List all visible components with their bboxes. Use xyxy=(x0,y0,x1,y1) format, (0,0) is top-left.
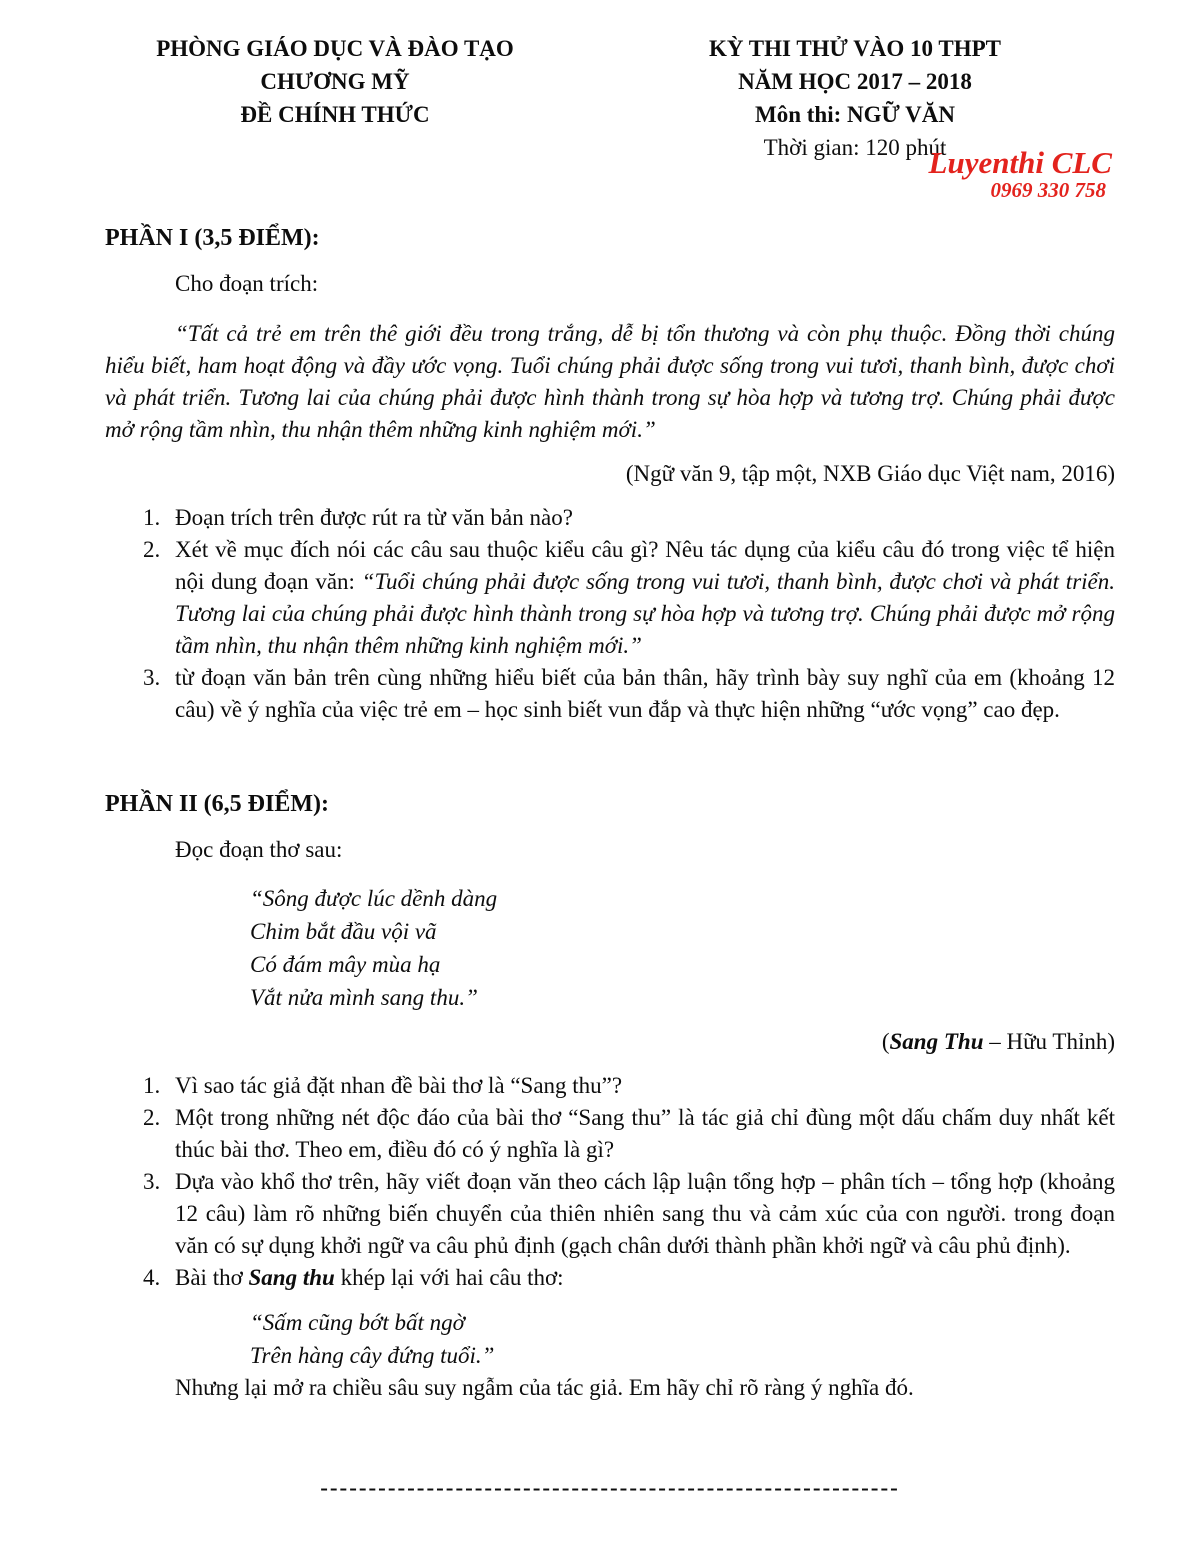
question-number: 1. xyxy=(143,505,161,530)
footer-divider: ------------------------------------------------------------ xyxy=(320,1475,900,1500)
part1-question-1 xyxy=(143,502,1115,534)
poem-attribution xyxy=(105,1026,1115,1058)
part1-quote: “Tất cả trẻ em trên thê giới đều trong trắng, dễ bị tổn thương và còn phụ thuộc. Đồng thời chúng hiểu biết, ham hoạt động và đầy ước vọng. Tuổi chúng phải được sống trong vui tươi, thanh bình, được chơi và phát triển. Tương lai của chúng phải được hình thành trong sự hòa hợp và tương trợ. Chúng phải được mở rộng tầm nhìn, thu nhận thêm những kinh nghiệm mới.” xyxy=(105,321,1115,442)
logo-phone-number: 0969 330 758 xyxy=(990,178,1106,202)
luyenthi-clc-logo xyxy=(929,146,1112,202)
logo-name: Luyenthi CLC xyxy=(928,145,1112,180)
part1-questions xyxy=(105,502,1115,726)
office-line-1: PHÒNG GIÁO DỤC VÀ ĐÀO TẠO xyxy=(156,36,514,61)
question-text: Một trong những nét độc đáo của bài thơ “Sang thu” là tác giả chỉ đùng một dấu chấm duy nhất kết thúc bài thơ. Theo em, điều đó có ý nghĩa là gì? xyxy=(175,1105,1115,1162)
part2-question-4 xyxy=(143,1262,1115,1294)
school-year: NĂM HỌC 2017 – 2018 xyxy=(738,69,972,94)
poem2-line-2: Trên hàng cây đứng tuổi.” xyxy=(250,1343,495,1368)
question-lead: Xét về mục đích nói các câu sau thuộc kiểu câu gì? Nêu tác dụng của kiểu câu đó trong việc tể hiện nội dung đoạn văn: xyxy=(175,537,1115,594)
part2-section xyxy=(105,788,1115,1404)
part1-title: PHẦN I (3,5 ĐIỂM): xyxy=(105,225,320,251)
poem-line-2: Chim bắt đầu vội vã xyxy=(250,919,437,944)
attribution-paren: ( xyxy=(881,1029,890,1054)
exam-name: KỲ THI THỬ VÀO 10 THPT xyxy=(708,36,1002,61)
part1-section xyxy=(105,222,1115,726)
part2-questions xyxy=(105,1070,1115,1294)
question-number: 3. xyxy=(143,665,161,690)
part1-question-2 xyxy=(143,534,1115,662)
part1-intro: Cho đoạn trích: xyxy=(175,271,319,296)
poem-title-inline: Sang thu xyxy=(248,1265,335,1290)
subject-line: Môn thi: NGỮ VĂN xyxy=(755,102,955,127)
question-text: Vì sao tác giả đặt nhan đề bài thơ là “Sang thu”? xyxy=(175,1073,623,1098)
question-number: 4. xyxy=(143,1265,161,1290)
question-number: 3. xyxy=(143,1169,161,1194)
poem-line-4: Vắt nửa mình sang thu.” xyxy=(250,985,478,1010)
part2-question-2 xyxy=(143,1102,1115,1166)
question-number: 2. xyxy=(143,537,161,562)
poem2-line-1: “Sấm cũng bớt bất ngờ xyxy=(250,1310,465,1335)
part1-question-3 xyxy=(143,662,1115,726)
part2-title: PHẦN II (6,5 ĐIỂM): xyxy=(105,791,329,817)
office-line-3: ĐỀ CHÍNH THỨC xyxy=(240,102,430,127)
question-text: Đoạn trích trên được rút ra từ văn bản nào? xyxy=(175,505,573,530)
question-number: 2. xyxy=(143,1105,161,1130)
issuing-office-block xyxy=(105,32,565,164)
question-lead: Bài thơ xyxy=(175,1265,249,1290)
poem-line-3: Có đám mây mùa hạ xyxy=(250,952,441,977)
office-line-2: CHƯƠNG MỸ xyxy=(260,69,410,94)
question-number: 1. xyxy=(143,1073,161,1098)
question-text: Dựa vào khổ thơ trên, hãy viết đoạn văn theo cách lập luận tổng hợp – phân tích – tổng hợp (khoảng 12 câu) làm rõ những biến chuyển của thiên nhiên sang thu và cảm xúc của con người. trong đoạn văn có sự dụng khởi ngữ va câu phủ định (gạch chân dưới thành phần khởi ngữ và câu phủ định). xyxy=(175,1169,1115,1258)
poem-line-1: “Sông được lúc dềnh dàng xyxy=(250,886,498,911)
part2-question-3 xyxy=(143,1166,1115,1262)
question-text: từ đoạn văn bản trên cùng những hiểu biết của bản thân, hãy trình bày suy nghĩ của em (khoảng 12 câu) về ý nghĩa của việc trẻ em – học sinh biết vun đắp và thực hiện những “ước vọng” cao đẹp. xyxy=(175,665,1115,722)
poem-block xyxy=(250,882,1115,1014)
part2-intro: Đọc đoạn thơ sau: xyxy=(175,837,343,862)
poem-author: – Hữu Thỉnh) xyxy=(983,1029,1115,1054)
question-inline-quote: “Tuổi chúng phải được sống trong vui tươi, thanh bình, được chơi và phát triển. Tương lai của chúng phải được hình thành trong sự hòa hợp và tương trợ. Chúng phải được mở rộng tầm nhìn, thu nhận thêm những kinh nghiệm mới.” xyxy=(175,569,1115,658)
poem2-block xyxy=(250,1306,1115,1372)
question-text xyxy=(175,534,1115,662)
part2-question-1 xyxy=(143,1070,1115,1102)
question-rest: khép lại với hai câu thơ: xyxy=(334,1265,564,1290)
question-text xyxy=(175,1262,1115,1294)
part1-citation: (Ngữ văn 9, tập một, NXB Giáo dục Việt nam, 2016) xyxy=(625,461,1115,486)
closing-note: Nhưng lại mở ra chiều sâu suy ngẫm của tác giả. Em hãy chỉ rõ ràng ý nghĩa đó. xyxy=(175,1375,914,1400)
time-limit: Thời gian: 120 phút xyxy=(763,135,947,160)
poem-title: Sang Thu xyxy=(889,1029,984,1054)
